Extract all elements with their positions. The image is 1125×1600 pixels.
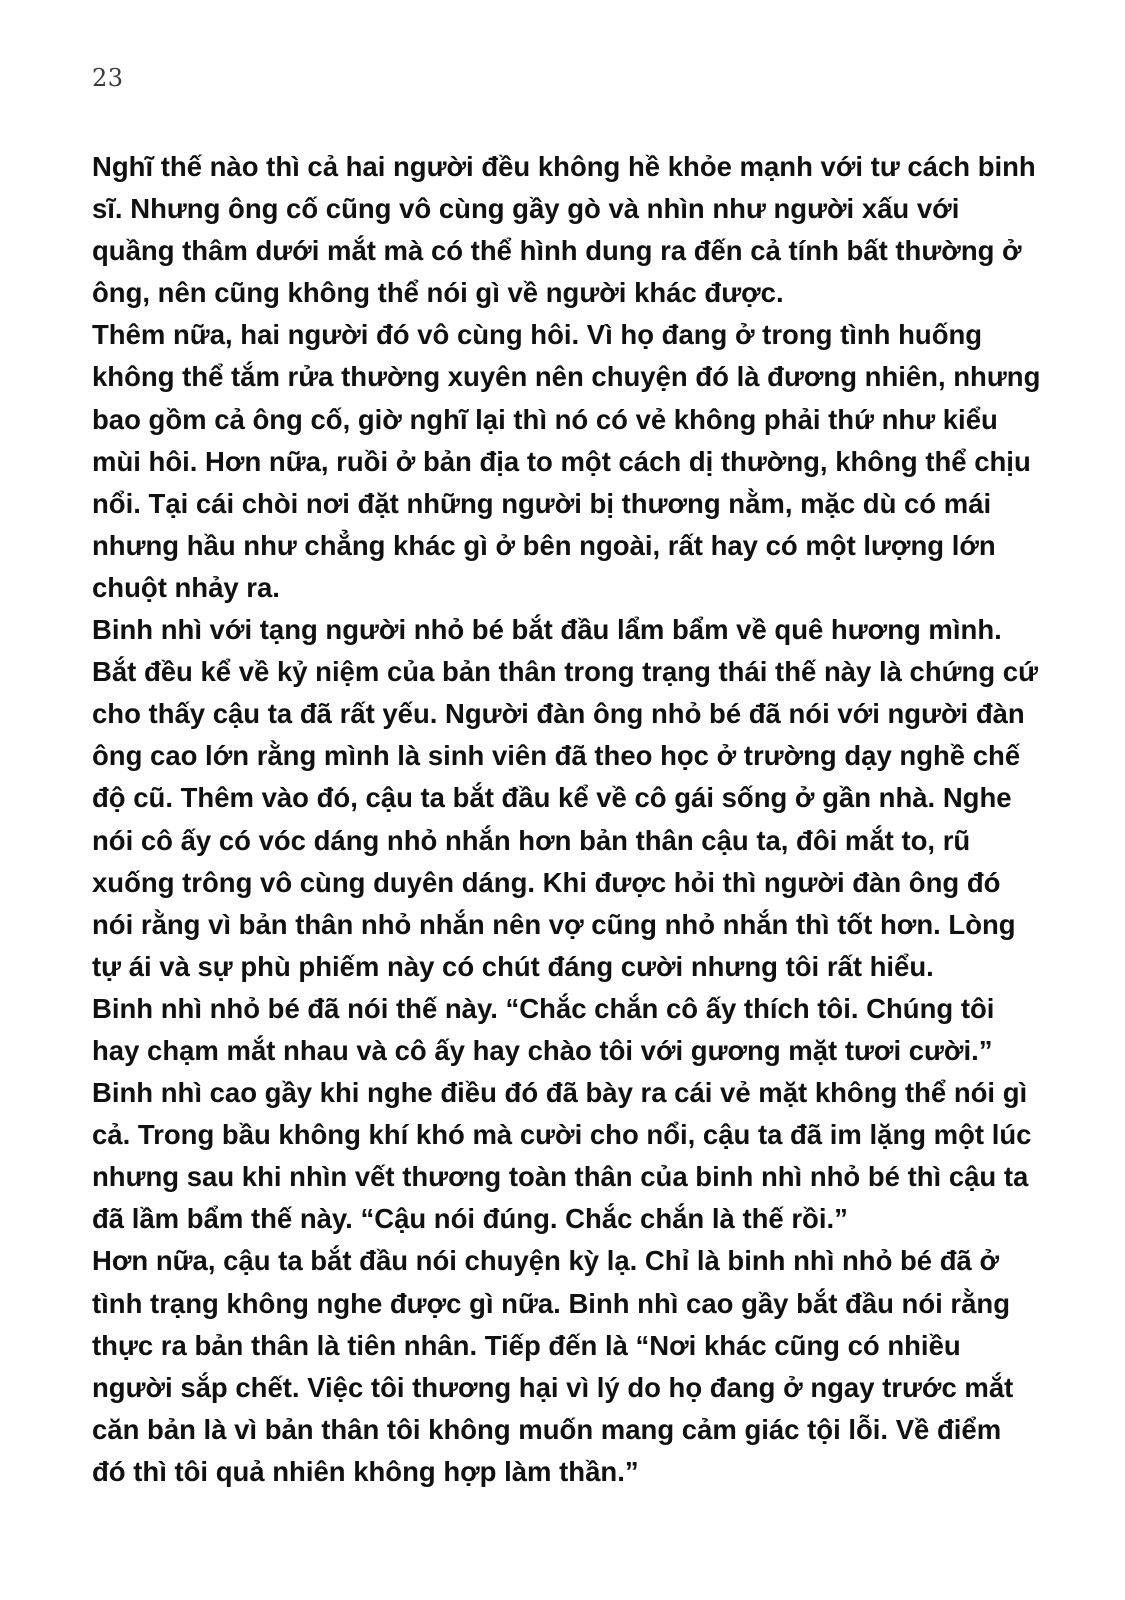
paragraph-5: Hơn nữa, cậu ta bắt đầu nói chuyện kỳ lạ. Chỉ là binh nhì nhỏ bé đã ở tình trạng không nghe được gì nữa. Binh nhì cao gầy bắt đầu nói rằng thực ra bản thân là tiên nhân. Tiếp đến là “Nơi khác cũng có nhiều người sắp chết. Việc tôi thương hại vì lý do họ đang ở ngay trước mắt căn bản là vì bản thân tôi không muốn mang cảm giác tội lỗi. Về điểm đó thì tôi quả nhiên không hợp làm thần.” <box>92 1245 1014 1487</box>
paragraph-3: Binh nhì với tạng người nhỏ bé bắt đầu lẩm bẩm về quê hương mình. Bắt đều kể về kỷ niệm của bản thân trong trạng thái thế này là chứng cứ cho thấy cậu ta đã rất yếu. Người đàn ông nhỏ bé đã nói với người đàn ông cao lớn rằng mình là sinh viên đã theo học ở trường dạy nghề chế độ cũ. Thêm vào đó, cậu ta bắt đầu kể về cô gái sống ở gần nhà. Nghe nói cô ấy có vóc dáng nhỏ nhắn hơn bản thân cậu ta, đôi mắt to, rũ xuống trông vô cùng duyên dáng. Khi được hỏi thì người đàn ông đó nói rằng vì bản thân nhỏ nhắn nên vợ cũng nhỏ nhắn thì tốt hơn. Lòng tự ái và sự phù phiếm này có chút đáng cười nhưng tôi rất hiểu. <box>92 614 1038 982</box>
paragraph-1: Nghĩ thế nào thì cả hai người đều không hề khỏe mạnh với tư cách binh sĩ. Nhưng ông cố cũng vô cùng gầy gò và nhìn như người xấu với quầng thâm dưới mắt mà có thể hình dung ra đến cả tính bất thường ở ông, nên cũng không thể nói gì về người khác được. <box>92 151 1036 309</box>
paragraph-2: Thêm nữa, hai người đó vô cùng hôi. Vì họ đang ở trong tình huống không thể tắm rửa thường xuyên nên chuyện đó là đương nhiên, nhưng bao gồm cả ông cố, giờ nghĩ lại thì nó có vẻ không phải thứ như kiểu mùi hôi. Hơn nữa, ruồi ở bản địa to một cách dị thường, không thể chịu nổi. Tại cái chòi nơi đặt những người bị thương nằm, mặc dù có mái nhưng hầu như chẳng khác gì ở bên ngoài, rất hay có một lượng lớn chuột nhảy ra. <box>92 319 1041 603</box>
body-text <box>92 146 1042 1493</box>
paragraph-4: Binh nhì nhỏ bé đã nói thế này. “Chắc chắn cô ấy thích tôi. Chúng tôi hay chạm mắt nhau và cô ấy hay chào tôi với gương mặt tươi cười.” Binh nhì cao gầy khi nghe điều đó đã bày ra cái vẻ mặt không thể nói gì cả. Trong bầu không khí khó mà cười cho nổi, cậu ta đã im lặng một lúc nhưng sau khi nhìn vết thương toàn thân của binh nhì nhỏ bé thì cậu ta đã lầm bẩm thế này. “Cậu nói đúng. Chắc chắn là thế rồi.” <box>92 992 1032 1235</box>
page-number: 23 <box>92 64 124 92</box>
